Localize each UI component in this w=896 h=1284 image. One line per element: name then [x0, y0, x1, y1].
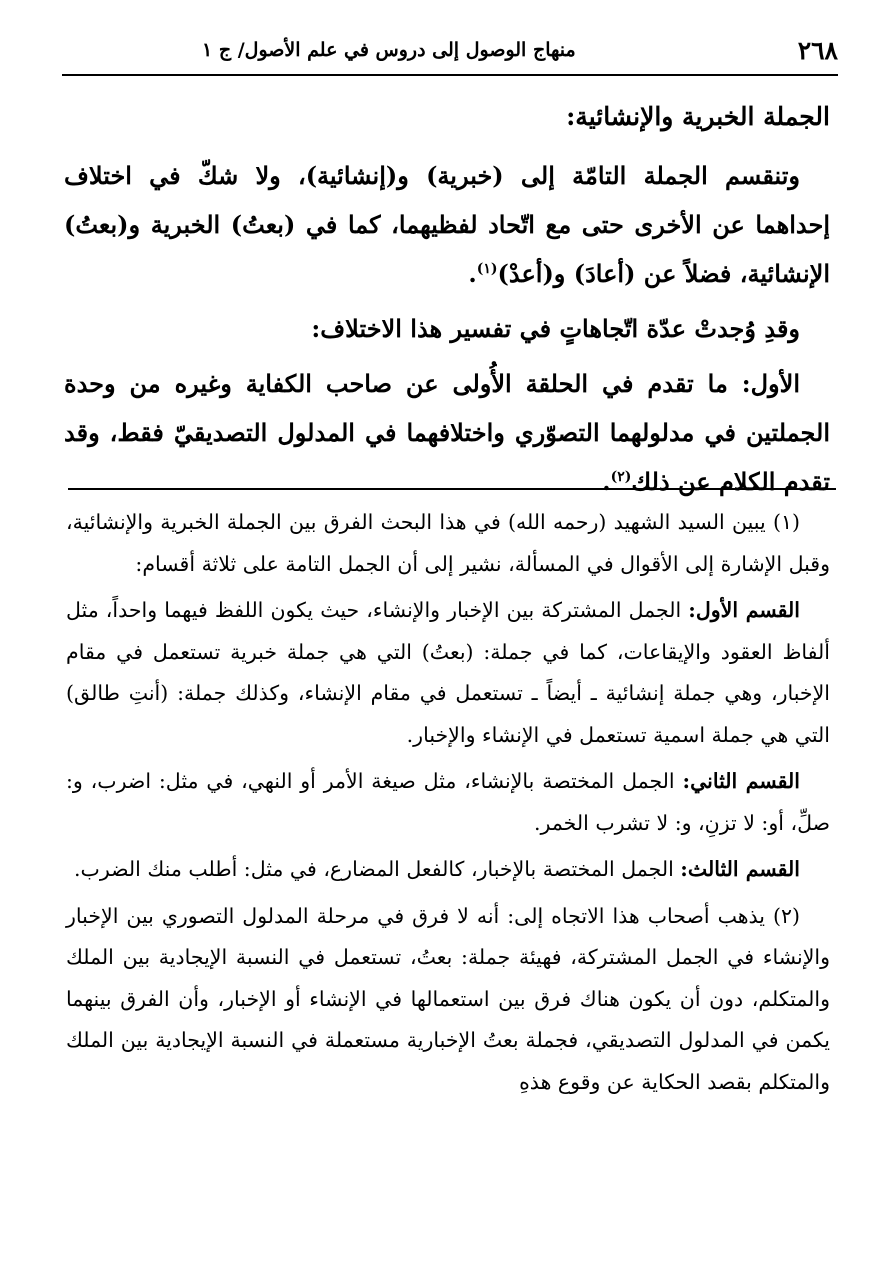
- running-header: [62, 30, 838, 76]
- footnote-1-intro: (١) يبين السيد الشهيد (رحمه الله) في هذا البحث الفرق بين الجملة الخبرية والإنشائية، وقبل الإشارة إلى الأقوال في المسألة، نشير إلى أن الجمل التامة على ثلاثة أقسام:: [66, 510, 830, 576]
- main-text: [64, 92, 830, 506]
- paragraph-division-end: .: [468, 259, 477, 288]
- page-number: ٢٦٨: [797, 35, 838, 65]
- paragraph-division-text: وتنقسم الجملة التامّة إلى (خبرية) و(إنشائية)، ولا شكّ في اختلاف إحداهما عن الأخرى حتى مع اتّحاد لفظيهما، كما في (بعتُ) الخبرية و(بعتُ) الإنشائية، فضلاً عن (أعادَ) و(أعدْ): [64, 161, 830, 288]
- paragraph-approaches: وقدِ وُجدتْ عدّة اتّجاهاتٍ في تفسير هذا الاختلاف:: [311, 314, 800, 343]
- footnote-ref-2[interactable]: (٢): [610, 469, 632, 485]
- paragraph-first-approach: [64, 359, 830, 506]
- paragraph-first-approach-text: الأول: ما تقدم في الحلقة الأُولى عن صاحب الكفاية وغيره من وحدة الجملتين في مدلولهما التصوّري واختلافهما في المدلول التصديقيّ فقط، وقد تقدم الكلام عن ذلك: [64, 369, 830, 496]
- section-3-label: القسم الثالث:: [680, 857, 800, 881]
- section-1-text: الجمل المشتركة بين الإخبار والإنشاء، حيث يكون اللفظ فيهما واحداً، مثل ألفاظ العقود والإيقاعات، كما في جملة: (بعتُ) التي هي جملة خبرية تستعمل في مقام الإخبار، وهي جملة إنشائية ـ أيضاً ـ تستعمل في مقام الإنشاء، وكذلك جملة: (أنتِ طالق) التي هي جملة اسمية تستعمل في الإنشاء والإخبار.: [66, 598, 830, 747]
- section-heading: الجملة الخبرية والإنشائية:: [566, 102, 830, 131]
- footnote-1-section-1: [66, 590, 830, 756]
- footnote-1-section-3: [66, 849, 830, 891]
- section-1-label: القسم الأول:: [688, 598, 800, 622]
- footnote-divider: [68, 488, 836, 490]
- section-2-text: الجمل المختصة بالإنشاء، مثل صيغة الأمر أو النهي، في مثل: اضرب، و: صلِّ، أو: لا تزنِ، و: لا تشرب الخمر.: [66, 769, 830, 835]
- section-2-label: القسم الثاني:: [682, 769, 800, 793]
- footnotes: [66, 502, 830, 1108]
- footnote-1-section-2: [66, 761, 830, 844]
- footnote-2: (٢) يذهب أصحاب هذا الاتجاه إلى: أنه لا فرق في مرحلة المدلول التصوري بين الإخبار والإنشاء في الجمل المشتركة، فهيئة جملة: بعتُ، تستعمل في النسبة الإيجادية بين الملك والمتكلم، دون أن يكون هناك فرق بين استعمالها في الإنشاء أو الإخبار، وأن الفرق بينهما يكمن في المدلول التصديقي، فجملة بعتُ الإخبارية مستعملة في النسبة الإيجادية بين الملك والمتكلم بقصد الحكاية عن وقوع هذهِ: [66, 903, 830, 1094]
- book-title: منهاج الوصول إلى دروس في علم الأصول/ ج ١: [202, 39, 576, 61]
- footnote-ref-1[interactable]: (١): [476, 261, 498, 277]
- section-3-text: الجمل المختصة بالإخبار، كالفعل المضارع، في مثل: أطلب منك الضرب.: [74, 857, 681, 881]
- paragraph-first-approach-end: .: [602, 467, 611, 496]
- paragraph-division: [64, 151, 830, 298]
